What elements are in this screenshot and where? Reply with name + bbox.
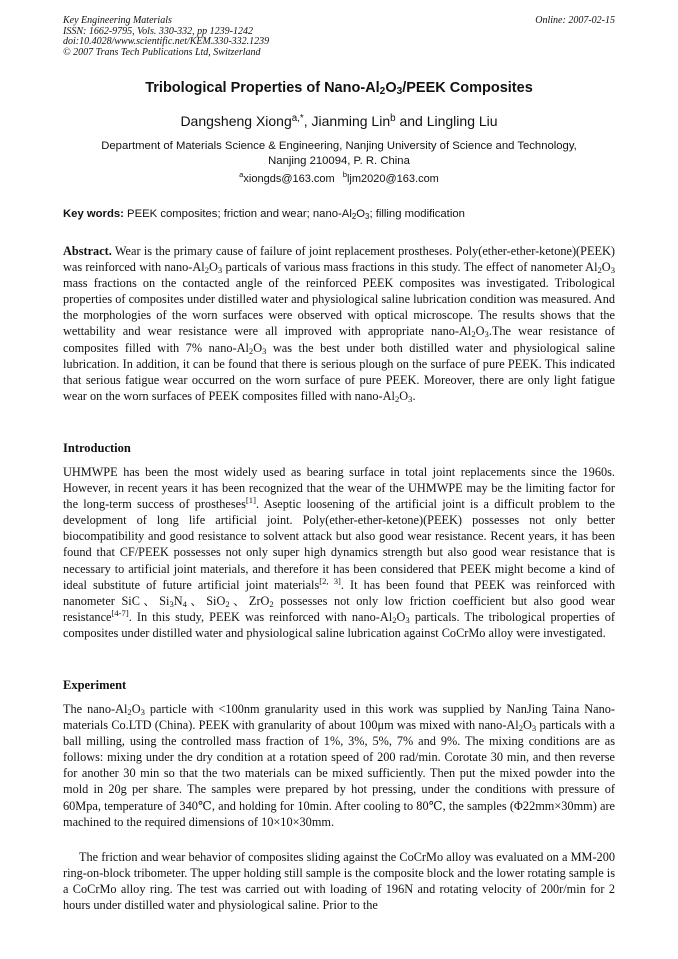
email-address: ljm2020@163.com <box>346 173 439 185</box>
keywords-label: Key words: <box>63 208 124 220</box>
issn-line: ISSN: 1662-9795, Vols. 330-332, pp 1239-1242 <box>63 25 253 37</box>
author-name: and Lingling Liu <box>395 113 498 129</box>
citation: [1] <box>245 495 256 506</box>
author-list: Dangsheng Xiong$^{a,*}$, Jianming Lin$^b$ and Lingling Liu <box>180 113 498 129</box>
affiliation: Department of Materials Science & Engineering, Nanjing University of Science and Technology, Nanjing 210094, P. R. China <box>101 140 577 167</box>
author-name: Dangsheng Xiong <box>180 113 292 129</box>
introduction-paragraph: UHMWPE has been the most widely used as bearing surface in total joint replacements since the 1960s. However, in recent years it has been recognized that the wear of the UHMWPE may be the limiting factor for the long-term success of prostheses[1]. Aseptic loosening of the artificial joint is a difficult problem to the development of long life artificial joint. Poly(ether-ether-ketone)(PEEK) possesses not only better biocompatibility and good resistance to solvent attack but also good wear resistance. Recent years, it has been found that CF/PEEK possesses not only super high dynamics strength but also good wear resistance that is necessary to artificial joint materials, and therefore it has been considered that PEEK might become a kind of ideal substitute of future artificial joint materials[2, 3]. It has been found that PEEK was reinforced with nanometer SiC、$Si_3N_4$、SiO$_2$、ZrO$_2$ possesses not only low friction coefficient but also good wear resistance[4-7]. In this study, PEEK was reinforced with nano-$Al_2O_3$ particals. The tribological properties of composites under distilled water and physiological saline lubrication against CoCrMo alloy were investigated. <box>63 465 616 640</box>
keywords: Key words: PEEK composites; friction and wear; nano-$Al_2O_3$; filling modification <box>63 208 465 221</box>
copyright-line: © 2007 Trans Tech Publications Ltd, Switzerland <box>63 46 261 58</box>
header-journal-info <box>63 16 615 58</box>
paper-title: Tribological Properties of Nano-$Al_2O_3$/PEEK Composites <box>145 80 533 97</box>
email-address: xiongds@163.com <box>243 173 335 185</box>
abstract-paragraph: Abstract. Wear is the primary cause of failure of joint replacement prostheses. Poly(ether-ether-ketone)(PEEK) was reinforced with nano-$Al_2O_3$ particals of various mass fractions in this study. The effect of nanometer $Al_2O_3$ mass fractions on the contacted angle of the reinforced PEEK composites was investigated. Tribological properties of composites under distilled water and physiological saline lubrication condition was measured. And the morphologies of the worn surfaces were observed with optical microscope. The results shows that the wettability and wear resistance were all improved with appropriate nano-$Al_2O_3.The$ wear resistance of composites filled with 7% nano-$Al_2O_3$ was the best under both distilled water and physiological saline lubrication. In addition, it can be found that there is serious plough on the surface of pure PEEK. This indicated that serious fatigue wear occurred on the worn surface of pure PEEK. Moreover, there are only light fatigue wear on the worn surfaces of PEEK composites filled with nano-$Al_2O_3$. <box>63 244 616 404</box>
online-date: Online: 2007-02-15 <box>535 15 615 26</box>
experiment-paragraph: The nano-$Al_2O_3$ particle with <100nm granularity used in this work was supplied by NanJing Taina Nano-materials Co.LTD (China). PEEK with granularity of about 100μm was mixed with nano-$Al_2O_3$ particals with a ball milling, using the controlled mass fraction of 1%, 3%, 5%, 7% and 9%. The mixing conditions are as follows: mixing under the dry condition at a rotation speed of 200 rad/min. Corotate 30 min, and then reverse for another 30 min so that the two materials can be mixed sufficiently. Then put the mixed powder into the mold in 20g per share. The samples were prepared by hot pressing, under the conditions with pressure of 60Mpa, temperature of 340℃, and holding for 10min. After cooling to 80℃, the samples (Φ22mm×30mm) are machined to the required dimensions of 10×10×30mm. <box>63 702 615 829</box>
author-emails: $^a$xiongds@163.com $^b$ljm2020@163.com <box>239 170 439 185</box>
author-name: , Jianming Lin <box>303 113 391 129</box>
citation: [2, 3] <box>319 575 341 586</box>
journal-name: Key Engineering Materials <box>63 15 172 26</box>
experiment-paragraph: The friction and wear behavior of composites sliding against the CoCrMo alloy was evaluated on a MM-200 ring-on-block tribometer. The upper holding still sample is the composite block and the lower rotating sample is a CoCrMo alloy ring. The test was carried out with loading of 196N and rotating velocity of 200r/min for 2 hours under distilled water and physiological saline. Prior to the <box>63 850 615 913</box>
running-header <box>63 16 615 58</box>
doi-line: doi:10.4028/www.scientific.net/KEM.330-332.1239 <box>63 36 270 47</box>
section-heading-introduction: Introduction <box>63 441 131 455</box>
citation: [4-7] <box>111 607 129 618</box>
section-heading-experiment: Experiment <box>63 678 127 692</box>
abstract-label: Abstract. <box>63 244 112 258</box>
